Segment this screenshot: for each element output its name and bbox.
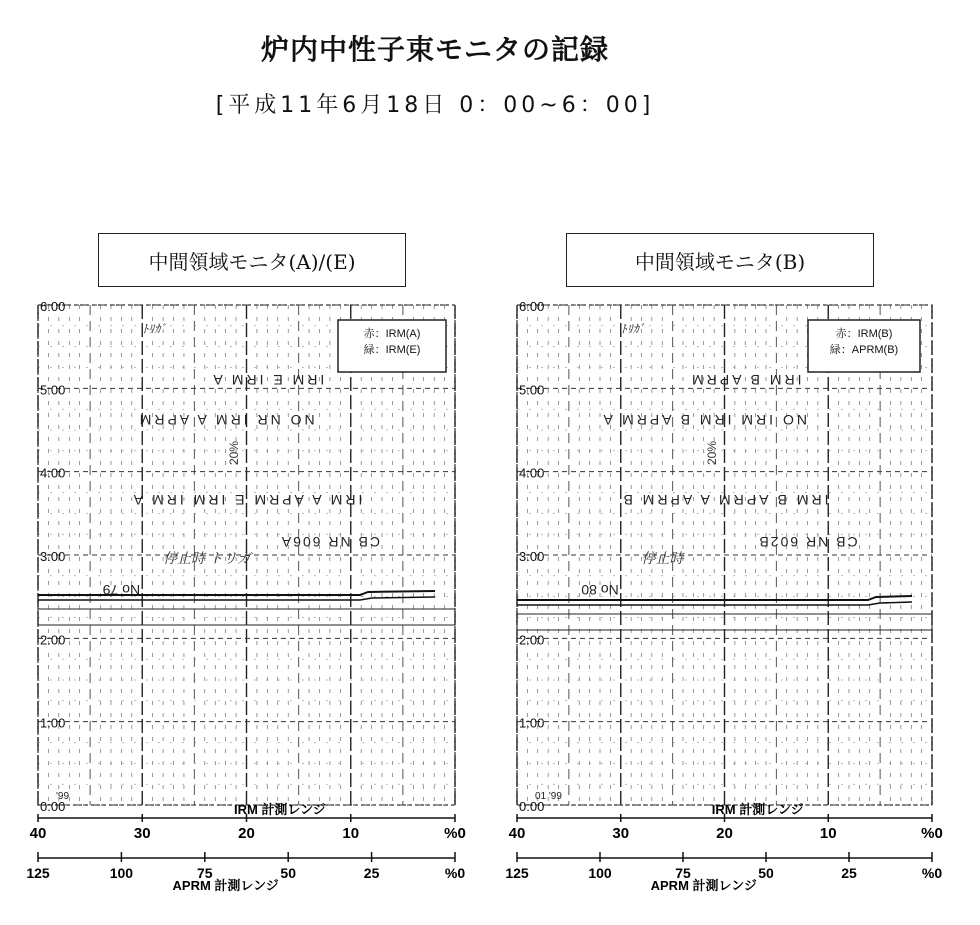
sheet-handwritten: 停止時: [641, 550, 684, 566]
aprm-tick-label: 100: [588, 865, 612, 881]
time-label: 6:00: [40, 299, 66, 314]
sheet-pct-mark: 20%: [227, 440, 242, 465]
sheet-pen-label-2: NO IRM IRM B APRM A: [600, 412, 807, 428]
irm-range-label: IRM 計測レンジ: [711, 802, 804, 817]
sheet-pen-label-2: NO NR IRM A APRM: [136, 412, 315, 428]
time-label: 0:00: [519, 799, 545, 814]
aprm-tick-label: 50: [758, 865, 774, 881]
sheet-pen-label-3: IRM A APRM E IRM IRM A: [130, 492, 363, 508]
irm-tick-label: 10: [819, 825, 837, 842]
legend-entry-2: 緑：APRM(B): [829, 344, 899, 356]
sheet-pen-label-3: IRM B APRM A APRM B: [620, 492, 829, 508]
time-label: 2:00: [40, 632, 66, 648]
irm-range-label: IRM 計測レンジ: [233, 802, 326, 817]
aprm-range-label: APRM 計測レンジ: [650, 878, 757, 893]
irm-tick-label: %0: [921, 825, 943, 842]
panel-label-right: 中間領域モニタ(B): [566, 233, 874, 287]
sheet-strip-no: No 79: [102, 582, 141, 598]
aprm-tick-label: 75: [675, 865, 691, 881]
trace-irm: [517, 596, 912, 600]
time-label: 6:00: [519, 299, 545, 314]
irm-tick-label: 40: [29, 825, 47, 842]
panel-label-left: 中間領域モニタ(A)/(E): [98, 233, 406, 287]
sheet-pen-label: IRM E IRM A: [210, 372, 325, 388]
document-subtitle: [平成11年6月18日 0：00~6：00]: [215, 93, 655, 118]
aprm-tick-label: 75: [197, 865, 213, 881]
time-label: 3:00: [40, 549, 66, 564]
sheet-date-mark: 01 '99: [535, 791, 562, 802]
sheet-top-mark: ﾄﾘｶﾞ: [620, 322, 645, 336]
time-label: 1:00: [519, 715, 545, 731]
time-label: 4:00: [519, 465, 545, 481]
legend-entry-2: 緑：IRM(E): [363, 344, 421, 356]
sheet-chart-code: CB NR 606A: [279, 534, 380, 550]
time-label: 5:00: [40, 382, 66, 398]
irm-tick-label: 20: [238, 825, 255, 842]
time-label: 3:00: [519, 549, 545, 564]
time-label: 5:00: [519, 382, 545, 398]
aprm-tick-label: 125: [26, 865, 50, 881]
aprm-tick-label: 100: [109, 865, 134, 881]
irm-tick-label: 40: [508, 825, 526, 842]
document-title: 炉内中性子束モニタの記録: [260, 33, 609, 66]
irm-tick-label: %0: [444, 825, 466, 842]
irm-tick-label: 10: [342, 825, 360, 842]
aprm-tick-label: 25: [841, 865, 857, 881]
time-label: 0:00: [40, 799, 66, 814]
aprm-tick-label: 125: [505, 865, 529, 881]
sheet-top-mark: ﾄﾘｶﾞ: [142, 322, 167, 336]
irm-tick-label: 30: [133, 825, 151, 842]
legend-entry-1: 赤：IRM(A): [363, 328, 421, 340]
legend-entry-1: 赤：IRM(B): [835, 328, 893, 340]
aprm-tick-label: 50: [280, 865, 296, 881]
sheet-pen-label: IRM B APRM: [689, 372, 802, 388]
aprm-tick-label: %0: [444, 865, 466, 881]
irm-tick-label: 20: [716, 825, 733, 842]
irm-tick-label: 30: [612, 825, 630, 842]
sheet-chart-code: CB NR 602B: [757, 534, 858, 550]
time-label: 1:00: [40, 715, 66, 731]
sheet-pct-mark: 20%: [705, 440, 720, 465]
aprm-tick-label: 25: [363, 865, 380, 881]
aprm-tick-label: %0: [921, 865, 943, 881]
sheet-date-mark: '99: [56, 791, 70, 802]
time-label: 2:00: [519, 632, 545, 648]
sheet-strip-no: No 80: [581, 582, 619, 598]
aprm-range-label: APRM 計測レンジ: [172, 878, 279, 893]
time-label: 4:00: [40, 465, 66, 481]
trace-aprm: [517, 602, 912, 605]
sheet-handwritten: 停止時 トリガ: [163, 550, 251, 566]
